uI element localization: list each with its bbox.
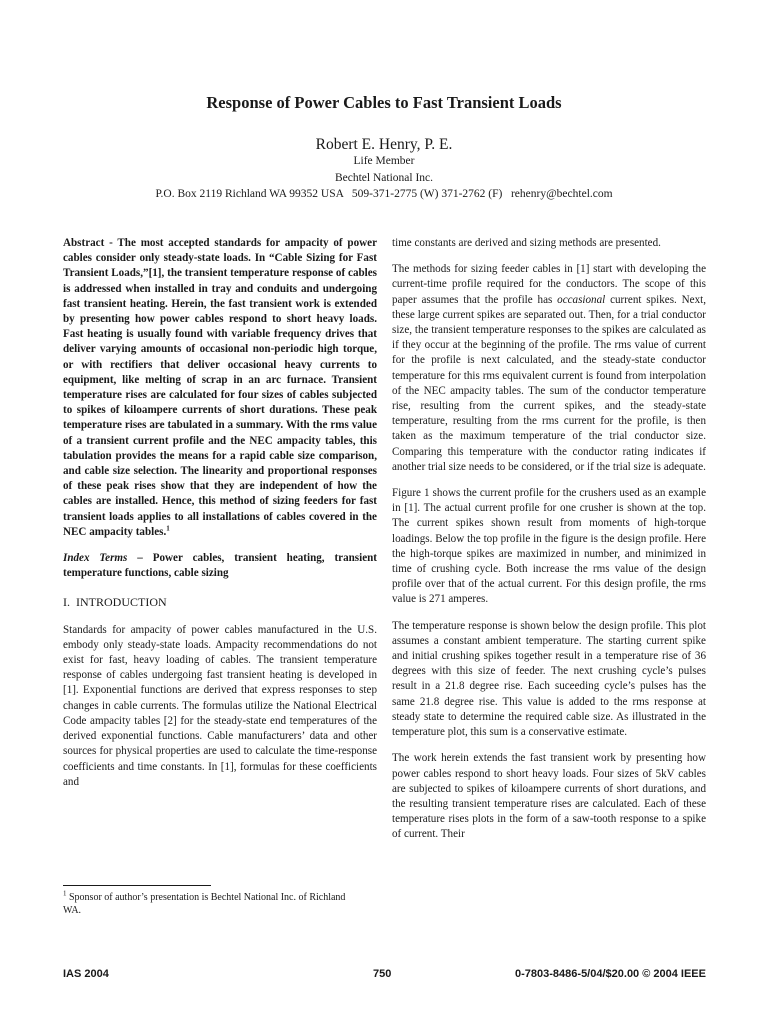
footnote-text: Sponsor of author’s presentation is Bechtel National Inc. of Richland WA.	[63, 892, 346, 916]
footnote-divider	[63, 885, 211, 886]
index-terms-body: – Power cables, transient heating, transient temperature functions, cable sizing	[63, 552, 377, 580]
index-terms	[63, 551, 377, 581]
author-membership: Life Member	[353, 155, 415, 167]
right-paragraph-2-emphasis: occasional	[557, 293, 606, 306]
author-organization: Bechtel National Inc.	[334, 172, 434, 184]
section-number: I.	[63, 595, 70, 610]
index-terms-lead: Index Terms	[63, 552, 128, 565]
right-paragraph-3: Figure 1 shows the current profile for the crushers used as an example in [1]. The actual current profile for one crusher is shown at the top. The current spikes shown result from moments of high-torque loadings. Below the top profile in the figure is the design profile. Here the high-torque spikes are maximized in number, and minimized in time of crushing cycle. Both increase the rms value of the design profile over that of the actual current. For this design profile, the rms value is 271 amperes.	[392, 487, 706, 606]
paper-title: Response of Power Cables to Fast Transient Loads	[206, 93, 562, 112]
footer-copyright: 0-7803-8486-5/04/$20.00 © 2004 IEEE	[515, 968, 706, 980]
abstract-text: Abstract - The most accepted standards for ampacity of power cables consider only steady-state loads. In “Cable Sizing for Fast Transient Loads,”[1], the transient temperature response of cables is addressed when installed in tray and conduits and undergoing fast transient heating. Herein, the fast transient work is extended by presenting how power cables respond to short heavy loads. Fast heating is usually found with variable frequency drives that deliver varying amounts of occasional non-periodic high torque, or with rectifiers that deliver occasional heavy currents to equipment, like melting of scrap in an arc furnace. Transient temperature rises are calculated for four sizes of cables subjected to spikes of kiloampere currents of short durations. These peak temperature rises are tabulated in a summary. With the rms value of a transient current profile and the NEC ampacity tables, this tabulation provides the means for a rapid cable size comparison, and cable size selection. The linearity and proportional responses of these peak rises show that they are independent of how the cables are installed. Hence, this method of sizing feeders for fast transient loads applies to all installations of cables covered in the NEC ampacity tables.	[63, 237, 377, 538]
section-title: INTRODUCTION	[76, 595, 167, 610]
right-paragraph-1: time constants are derived and sizing methods are presented.	[392, 237, 661, 249]
right-paragraph-5: The work herein extends the fast transient work by presenting how power cables respond to short heavy loads. Four sizes of 5kV cables are subjected to spikes of kiloampere currents of short durations, and the resulting transient temperature rises are calculated. Each of these temperature rises plots in the form of a saw-tooth response to a spike of current. Their	[392, 752, 706, 841]
right-paragraph-2-start: The methods for sizing feeder cables in [1] start with developing the current-time profile required for the conductors. The scope of this paper assumes that the profile has	[392, 263, 706, 306]
section-heading-introduction	[63, 595, 377, 610]
right-paragraph-2	[392, 262, 706, 475]
abstract	[63, 236, 377, 540]
footnote	[63, 891, 363, 917]
author-name: Robert E. Henry, P. E.	[315, 136, 453, 153]
footer-page-number: 750	[373, 968, 392, 980]
right-paragraph-4: The temperature response is shown below the design profile. This plot assumes a constant ambient temperature. The starting current spike and initial crushing spikes together result in a temperature rise of 36 degrees with this size of feeder. The next crushing cycle’s pulses result in a 21.8 degree rise. Each suceeding cycle’s pulses has the same 21.8 degree rise. This value is added to the rms response at steady state to determine the required cable size. As illustrated in the temperature plot, this sum is a conservative estimate.	[392, 619, 706, 739]
intro-paragraph: Standards for ampacity of power cables manufactured in the U.S. embody only steady-state loads. Ampacity recommendations do not exist for fast, heavy loading of cables. The transient temperature response of cables undergoing fast transient heating is developed in [1]. Exponential functions are derived that express responses to step changes in cable currents. The formulas utilize the National Electrical Code ampacity tables [2] for the steady-state end temperatures of the derived exponential functions. Cable manufacturers’ data and other sources for physical properties are used to calculate the time-response coefficients and time constants. In [1], formulas for these coefficients and	[63, 623, 377, 788]
left-column	[63, 236, 377, 801]
footnote-mark: 1	[63, 889, 67, 898]
abstract-footnote-mark: 1	[166, 524, 170, 533]
right-column	[392, 236, 706, 854]
right-paragraph-2-end: current spikes. Next, these large current spikes are separated out. Then, for a trial conductor size, the transient temperature responses to the spikes are calculated as if they occur at the beginning of the profile. The rms value of current for the profile is next calculated, and the steady-state conductor temperature for this rms equivalent current is found from interpolation of the NEC ampacity tables. The sum of the conductor temperature rise, resulting from the current spikes, and the steady-state temperature, resulting from the rms current for the profile, is then taken as the maximum temperature of the trial conductor size. Comparing this temperature with the conductor rating indicates if another trial size needs to be considered, or if the trial size is adequate.	[392, 293, 706, 473]
footer-conference: IAS 2004	[63, 968, 109, 980]
author-contact: P.O. Box 2119 Richland WA 99352 USA 509-371-2775 (W) 371-2762 (F) rehenry@bechtel.com	[155, 188, 613, 200]
